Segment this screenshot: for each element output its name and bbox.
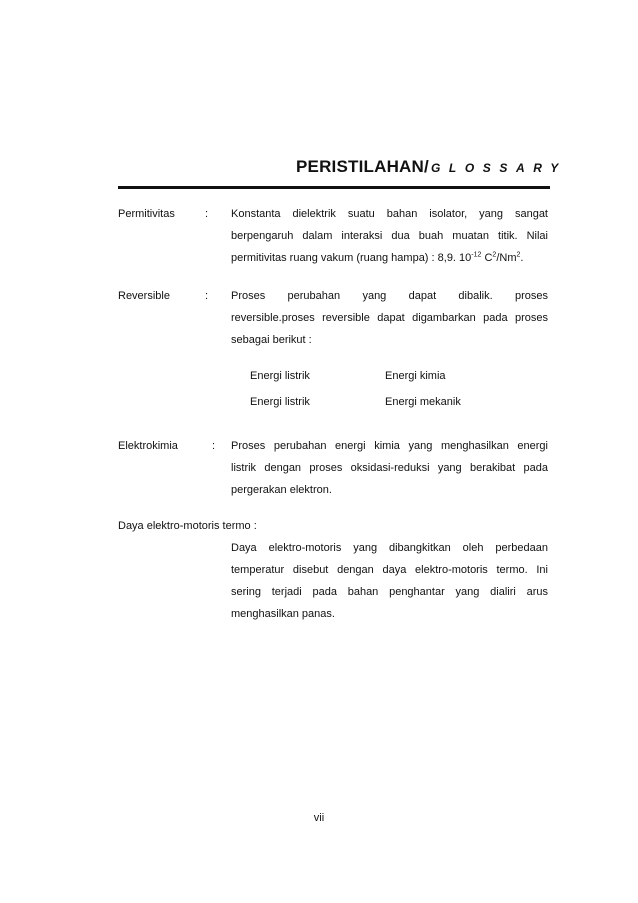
title-sub: GLOSSARY xyxy=(430,161,567,175)
formula-end: . xyxy=(520,252,524,264)
glossary-definition xyxy=(231,203,548,269)
term-separator: : xyxy=(205,290,209,302)
glossary-term: Daya elektro-motoris termo : xyxy=(118,520,257,532)
formula-nm-exponent: 2 xyxy=(516,251,521,259)
term-separator: : xyxy=(212,440,216,452)
definition-line: sering terjadi pada bahan penghantar yang dialiri arus xyxy=(231,586,548,598)
definition-line: Daya elektro-motoris yang dibangkitkan oleh perbedaan xyxy=(231,542,548,554)
formula-exponent: -12 xyxy=(471,251,482,259)
definition-line: sebagai berikut : xyxy=(231,334,312,346)
page-title xyxy=(296,157,567,177)
title-main: PERISTILAHAN/ xyxy=(296,157,429,176)
energy-table-cell: Energi kimia xyxy=(385,370,446,382)
definition-formula-line xyxy=(231,247,548,269)
definition-line: berpengaruh dalam interaksi dua buah muatan titik. Nilai xyxy=(231,230,548,242)
glossary-definition xyxy=(231,537,548,625)
heading-rule xyxy=(118,186,550,189)
glossary-definition xyxy=(231,435,548,501)
energy-table-cell: Energi listrik xyxy=(250,396,310,408)
definition-line: listrik dengan proses oksidasi-reduksi yang berakibat pada xyxy=(231,462,548,474)
definition-line: menghasilkan panas. xyxy=(231,608,335,620)
glossary-term: Elektrokimia xyxy=(118,440,178,452)
definition-line: Konstanta dielektrik suatu bahan isolator, yang sangat xyxy=(231,208,548,220)
page-number: vii xyxy=(313,812,325,824)
definition-line: pergerakan elektron. xyxy=(231,484,332,496)
definition-line: temperatur disebut dengan daya elektro-motoris termo. Ini xyxy=(231,564,548,576)
definition-line: reversible.proses reversible dapat digambarkan pada proses xyxy=(231,312,548,324)
glossary-term: Permitivitas xyxy=(118,208,175,220)
energy-table-cell: Energi mekanik xyxy=(385,396,461,408)
glossary-term: Reversible xyxy=(118,290,170,302)
formula-prefix: permitivitas ruang vakum (ruang hampa) : 8,9. 10 xyxy=(231,252,472,264)
definition-line: Proses perubahan yang dapat dibalik. proses xyxy=(231,290,548,302)
formula-unit-nm: /Nm xyxy=(496,252,517,264)
energy-table-cell: Energi listrik xyxy=(250,370,310,382)
term-separator: : xyxy=(205,208,209,220)
formula-c-exponent: 2 xyxy=(492,251,497,259)
formula-unit-c: C xyxy=(481,252,493,264)
definition-line: Proses perubahan energi kimia yang menghasilkan energi xyxy=(231,440,548,452)
glossary-definition xyxy=(231,285,548,351)
